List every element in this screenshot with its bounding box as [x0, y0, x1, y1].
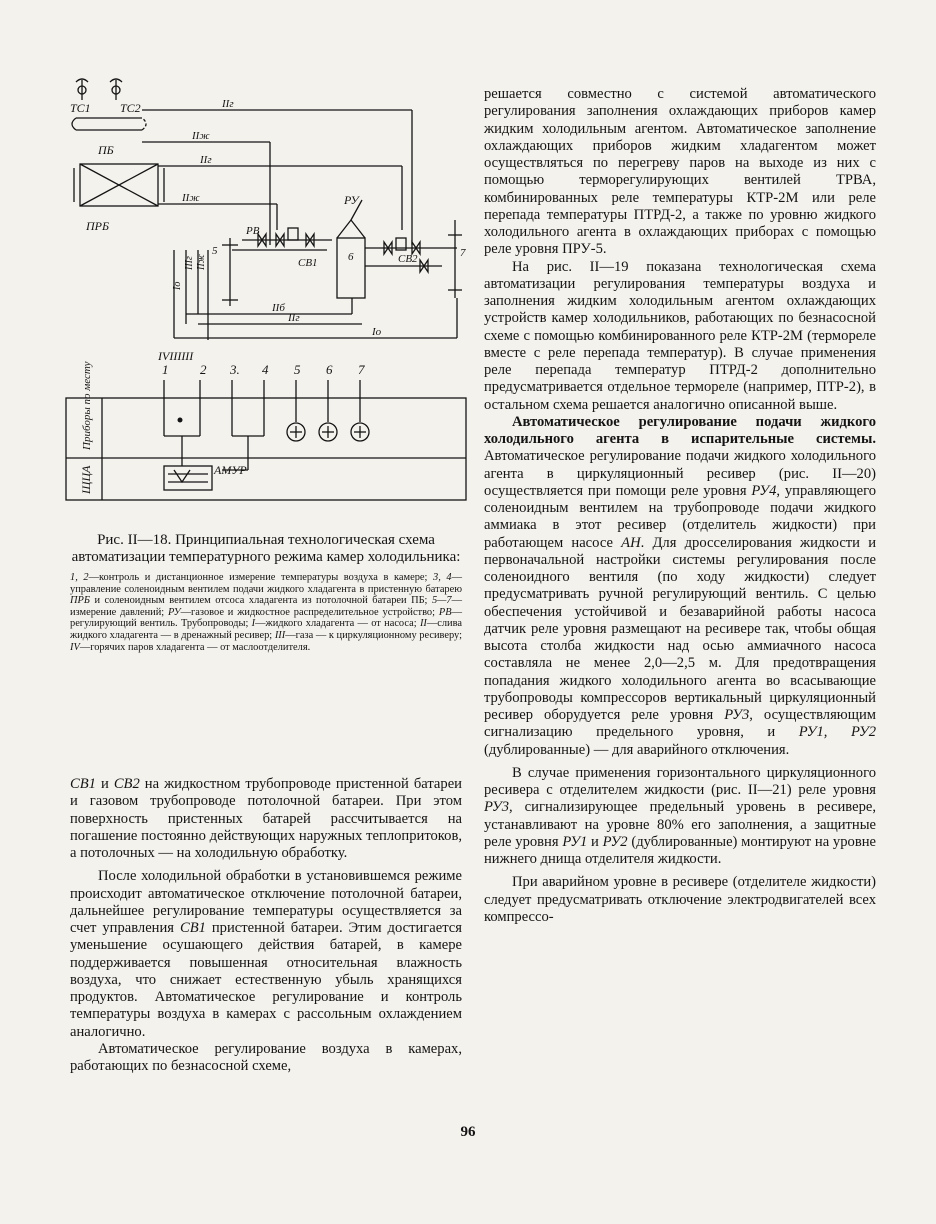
text-run: —контроль и дистанционное измерение температуры воздуха в камере;	[88, 572, 434, 583]
label-n1: 1	[162, 362, 169, 377]
label-pb: ПБ	[98, 143, 114, 157]
label-d5: 5	[212, 245, 218, 257]
instrument-table	[66, 398, 466, 500]
text-run: —газовое и жидкостное распределительное устройство;	[180, 606, 439, 618]
caption-notes	[70, 572, 462, 653]
label-pipe-iii: IIIг	[184, 256, 195, 270]
wall-battery-prb	[74, 164, 164, 206]
text-run: 5—7	[431, 595, 452, 607]
paragraph	[70, 776, 462, 862]
label-amur: АМУР	[214, 463, 247, 477]
paragraph	[484, 874, 876, 926]
text-run: —управление соленоидным вентилем подачи жидкого хладагента в пристенную батарею	[70, 572, 462, 595]
label-pipe-iig: IIг	[222, 98, 234, 110]
label-n4: 4	[262, 362, 269, 377]
schematic-diagram	[62, 70, 472, 510]
label-n3: 3.	[230, 362, 240, 377]
text-run: . Для дросселирования жидкости и первоначальной настройки системы регулирования после соленоидного вентиля (по ходу жидкости) следует предусматривать ручной регулирующий вентиль. С целью обеспечения устойчивой и безаварийной работы насоса датчик реле уровня размещают на ресивере так, чтобы общая высота столба жидкости над осью аммиачного насоса составляла не менее 2,0—2,5 м. Для предотвращения попадания жидкого холодильного агента во всасывающие трубопроводы компрессоров вертикальный циркуляционный ресивер оборудуется реле уровня	[484, 534, 877, 723]
label-d6: 6	[348, 251, 354, 263]
text-run: Автоматическое регулирование воздуха в камерах, работающих по безнасосной схеме,	[70, 1040, 462, 1074]
label-pipe-iig3: IIг	[288, 312, 300, 324]
text-run: ПРБ	[70, 595, 90, 607]
label-sv2: СВ2	[398, 253, 418, 265]
label-sv1: СВ1	[298, 257, 318, 269]
text-run: РУ2	[602, 833, 628, 850]
paragraph	[70, 1041, 462, 1076]
text-run: (дублированные) монтируют на уровне нижнего днища отделителя жидкости.	[484, 833, 877, 867]
label-rv: РВ	[246, 225, 260, 237]
label-n5: 5	[294, 362, 301, 377]
text-run: —жидкого хладагента — от насоса;	[255, 618, 420, 630]
label-pipe-iizh3: IIж	[196, 254, 207, 270]
text-run: —измерение давлений;	[70, 595, 462, 618]
page-number: 96	[460, 1124, 476, 1140]
text-run: IV	[70, 641, 80, 653]
caption-title: Рис. II—18. Принципиальная технологическая схема автоматизации температурного режима камер холодильника:	[71, 532, 461, 565]
text-run: Автоматическое регулирование подачи жидкого холодильного агента в испарительные системы.	[484, 413, 876, 447]
text-run: и	[95, 776, 114, 792]
text-run: , осуществляющим сигнализацию предельного уровня, и	[484, 707, 876, 741]
text-run: На рис. II—19 показана технологическая схема автоматизации регулирования температуры воздуха и заполнения жидким холодильным агентом охлаждающих устройств камер холодильников, работающих по безнасосной схеме с помощью комбинированного реле КТР-2М (термореле вместе с реле перепада температур). В случае применения реле перепада температур ПТРД-2 дополнительно предусматривается отдельное термореле (например, ПТР-2), в остальном схема решается аналогично описанной выше.	[484, 258, 876, 413]
left-column-text	[70, 776, 462, 1075]
pressure-gauge-5	[222, 238, 238, 306]
paragraph	[484, 86, 876, 259]
text-run: и соленоидным вентилем отсоса хладагента из потолочной батареи ПБ;	[89, 595, 432, 607]
text-run: —горячих паров хладагента — от маслоотделителя.	[79, 641, 311, 653]
text-run: —регулирующий вентиль. Трубопроводы;	[70, 606, 462, 630]
text-run: РУ	[168, 606, 181, 618]
text-run: , сигнализирующее предельный уровень в ресивере, устанавливают на уровне 80% его заполнения, а защитные реле уровня	[484, 799, 876, 850]
label-pipe-iig2: IIг	[200, 154, 212, 166]
label-pipe-iizh: IIж	[192, 130, 210, 142]
text-run: СВ2	[113, 776, 140, 792]
label-pipe-iib: IIб	[272, 302, 285, 314]
label-d7: 7	[460, 247, 466, 259]
text-run: РУ1	[562, 833, 588, 850]
pressure-gauge-7	[448, 220, 462, 298]
text-run: II	[419, 618, 427, 630]
thermometer-icon	[110, 79, 122, 100]
label-roman: IVIIIIII	[158, 349, 194, 363]
label-pipe-io: Iо	[172, 281, 183, 290]
text-run: на жидкостном трубопроводе пристенной батареи и газовом трубопроводе потолочной батареи. При этом поверхность пристенных батарей рассчитывается на погашение постоянно действующих наружных теплопритоков, а потолочных — на холодильную обработку.	[70, 776, 462, 861]
text-run: После холодильной обработки в установившемся режиме происходит автоматическое отключение потолочной батареи, дальнейшее регулирование температуры осуществляется за счет управления	[70, 868, 462, 936]
text-run: (дублированные) — для аварийного отключения.	[484, 741, 790, 758]
distributor-ru	[337, 200, 365, 298]
label-n2: 2	[200, 362, 207, 377]
text-run: решается совместно с системой автоматического регулирования заполнения охлаждающих приборов камер жидким холодильным агентом. Автоматическое заполнение охлаждающих приборов жидким хладагентом может осуществляться по перегреву паров на выходе из них с помощью терморегулирующих вентилей ТРВА, комбинированных реле температуры КТР-2М или реле перепада температуры ПТРД-2, а также по уровню жидкого холодильного агента в охлаждающих приборах с помощью реле уровня ПРУ-5.	[484, 86, 876, 258]
text-run: РУ1, РУ2	[798, 724, 876, 741]
text-run: АН	[621, 534, 641, 551]
label-n7: 7	[358, 362, 365, 377]
text-run: —слива жидкого хладагента — в дренажный ресивер;	[70, 618, 462, 641]
text-run: III	[274, 629, 286, 641]
instrument-dot	[178, 418, 183, 423]
text-run: —газа — к циркуляционному ресиверу;	[285, 629, 462, 641]
text-run: Автоматическое регулирование подачи жидкого холодильного агента в циркуляционный ресивер (рис. II—20) осуществляется при помощи реле уровня	[484, 448, 876, 499]
label-pipe-iizh2: IIж	[182, 192, 200, 204]
right-column-text	[484, 86, 876, 926]
text-run: РУ3	[484, 799, 509, 816]
ceiling-battery-pb	[72, 118, 146, 130]
text-run: РВ	[438, 606, 452, 618]
label-ru: РУ	[344, 193, 359, 207]
paragraph	[484, 414, 876, 759]
label-tc1: ТС1	[70, 101, 91, 115]
text-run: РУ4	[751, 482, 777, 499]
label-n6: 6	[326, 362, 333, 377]
paragraph	[484, 259, 876, 414]
label-tc2: ТС2	[120, 101, 141, 115]
label-prb: ПРБ	[86, 219, 110, 233]
text-run: РУ3	[724, 707, 750, 723]
text-run: 3, 4	[433, 572, 452, 583]
figure-caption	[70, 532, 462, 653]
text-run: СВ1	[70, 776, 96, 792]
text-run: 1, 2	[70, 572, 89, 583]
label-row2: ЩЦА	[79, 465, 93, 494]
label-row1: Приборы по месту	[81, 361, 93, 450]
text-run: пристенной батареи. Этим достигается уменьшение осушающего действия батарей, в камере поддерживается повышенная относительная влажность воздуха, что снижает естественную убыль хранящихся продуктов. Автоматическое регулирование и контроль температуры воздуха в камерах с рассольным охлаждением аналогично.	[70, 920, 462, 1040]
text-run: и	[587, 833, 603, 850]
paragraph	[70, 868, 462, 1041]
label-pipe-io2: Iо	[372, 326, 382, 338]
amur-device	[164, 466, 212, 490]
text-run: I	[251, 618, 256, 630]
paragraph	[484, 765, 876, 869]
text-run: , управляющего соленоидным вентилем на трубопроводе подачи жидкого аммиака в этот ресивер (отделитель жидкости) при работающем насосе	[484, 482, 876, 551]
figure-schematic	[62, 70, 472, 510]
text-run: В случае применения горизонтального циркуляционного ресивера с отделителем жидкости (рис. II—21) реле уровня	[484, 764, 876, 798]
text-run: При аварийном уровне в ресивере (отделителе жидкости) следует предусматривать отключение электродвигателей всех компрессо-	[484, 874, 876, 925]
text-run: СВ1	[179, 920, 206, 936]
thermometer-icon	[76, 79, 88, 100]
